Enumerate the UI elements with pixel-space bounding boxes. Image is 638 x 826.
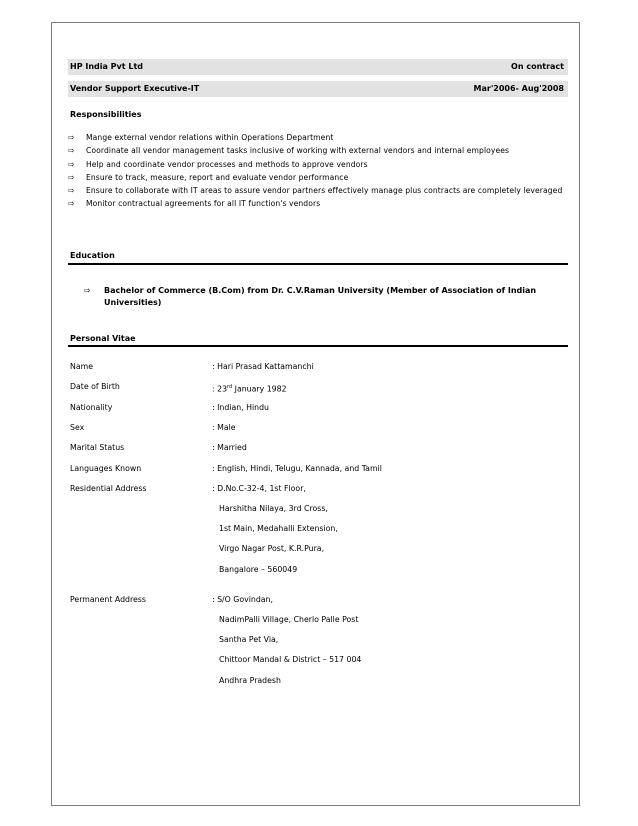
vitae-value: : Indian, Hindu — [212, 403, 269, 412]
responsibilities-title: Responsibilities — [70, 110, 142, 119]
residential-address-line: Bangalore – 560049 — [219, 565, 298, 574]
residential-address-line: 1st Main, Medahalli Extension, — [219, 524, 338, 533]
arrow-right-icon: ⇨ — [68, 159, 75, 169]
vitae-label: Marital Status — [70, 443, 125, 452]
residential-address-line: Virgo Nagar Post, K.R.Pura, — [219, 544, 325, 553]
vitae-label: Permanent Address — [70, 595, 146, 604]
job-role-bar — [68, 81, 568, 97]
arrow-right-icon: ⇨ — [68, 172, 75, 182]
list-item: ⇨ Help and coordinate vendor processes and methods to approve vendors — [68, 158, 568, 171]
arrow-right-icon: ⇨ — [68, 186, 75, 196]
job-role: Vendor Support Executive-IT — [70, 84, 200, 93]
arrow-right-icon: ⇨ — [68, 199, 75, 209]
vitae-value: : S/O Govindan, — [212, 595, 273, 604]
vitae-label: Residential Address — [70, 484, 147, 493]
vitae-value: : D.No.C-32-4, 1st Floor, — [212, 484, 306, 493]
vitae-value: : 23rd January 1982 — [212, 384, 287, 394]
vitae-value: : Married — [212, 443, 247, 452]
arrow-right-icon: ⇨ — [68, 133, 75, 142]
vitae-title: Personal Vitae — [70, 334, 136, 343]
education-divider — [68, 263, 568, 265]
arrow-right-icon: ⇨ — [68, 146, 75, 156]
responsibilities-list — [68, 131, 568, 211]
vitae-divider — [68, 345, 568, 347]
vitae-value: : English, Hindi, Telugu, Kannada, and Tamil — [212, 464, 382, 473]
permanent-address-line: Santha Pet Via, — [219, 635, 279, 644]
job-company-bar — [68, 59, 568, 75]
vitae-label: Date of Birth — [70, 382, 120, 391]
list-item: ⇨ Coordinate all vendor management tasks inclusive of working with external vendors and internal employees — [68, 144, 568, 157]
education-item — [82, 285, 568, 309]
list-item: ⇨ Mange external vendor relations within Operations Department — [68, 131, 568, 144]
permanent-address-line: Chittoor Mandal & District – 517 004 — [219, 655, 362, 664]
education-text: Bachelor of Commerce (B.Com) from Dr. C.V.Raman University (Member of Association of Indian Universities) — [104, 286, 537, 307]
job-type: On contract — [511, 62, 564, 71]
vitae-label: Nationality — [70, 403, 113, 412]
vitae-label: Sex — [70, 423, 85, 432]
job-period: Mar'2006- Aug'2008 — [473, 84, 564, 93]
list-item: ⇨ Ensure to track, measure, report and evaluate vendor performance — [68, 171, 568, 184]
education-title: Education — [70, 251, 115, 260]
vitae-value: : Male — [212, 423, 236, 432]
list-item: ⇨ Ensure to collaborate with IT areas to assure vendor partners effectively manage plus contracts are completely leveraged — [68, 184, 568, 197]
vitae-label: Name — [70, 362, 94, 371]
permanent-address-line: Andhra Pradesh — [219, 676, 281, 685]
list-item: ⇨ Monitor contractual agreements for all IT function's vendors — [68, 197, 568, 210]
resume-page — [51, 22, 580, 806]
job-company: HP India Pvt Ltd — [70, 62, 144, 71]
arrow-right-icon: ⇨ — [84, 286, 91, 295]
vitae-value: : Hari Prasad Kattamanchi — [212, 362, 314, 371]
residential-address-line: Harshitha Nilaya, 3rd Cross, — [219, 504, 328, 513]
permanent-address-line: NadimPalli Village, Cherlo Palle Post — [219, 615, 359, 624]
vitae-label: Languages Known — [70, 464, 142, 473]
